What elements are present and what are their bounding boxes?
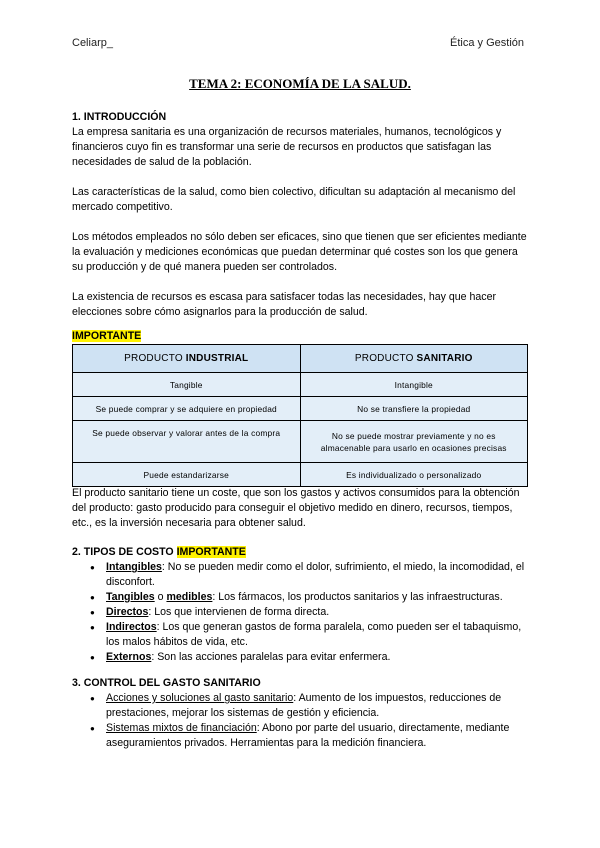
header-subject: Ética y Gestión (450, 37, 524, 49)
list-item: ● Intangibles: No se pueden medir como el dolor, sufrimiento, el miedo, la incomodidad, el disconfort. (106, 560, 528, 590)
list-item: ● Directos: Los que intervienen de forma directa. (106, 605, 528, 620)
cost-types-list (72, 560, 528, 665)
control-heading: 3. CONTROL DEL GASTO SANITARIO (72, 677, 261, 689)
table-header-industrial: PRODUCTO INDUSTRIAL (73, 345, 301, 373)
table-cell: No se transfiere la propiedad (300, 397, 528, 421)
table-header-row (73, 345, 528, 373)
after-table-paragraph: El producto sanitario tiene un coste, que son los gastos y activos consumidos para la obtención del producto: gasto producido para conseguir el objetivo medido en dinero, recursos, tiempos, etc., es la inversión necesaria para obtener salud. (72, 487, 520, 529)
intro-heading: 1. INTRODUCCIÓN (72, 111, 167, 123)
table-cell: Tangible (73, 373, 301, 397)
table-cell: No se puede mostrar previamente y no es almacenable para usarlo en ocasiones precisas (300, 421, 528, 463)
control-list (72, 691, 528, 751)
important-label: IMPORTANTE (72, 330, 142, 342)
comparison-table (72, 344, 528, 487)
table-row (73, 397, 528, 421)
header-author: Celiarp_ (72, 37, 113, 49)
intro-section (72, 110, 528, 320)
table-cell: Se puede comprar y se adquiere en propiedad (73, 397, 301, 421)
intro-paragraph-3: Los métodos empleados no sólo deben ser eficaces, sino que tienen que ser eficientes mediante la evaluación y mediciones económicas que puedan determinar qué costes son los que genera su producción y de qué manera pueden ser controlados. (72, 231, 527, 273)
table-cell: Es individualizado o personalizado (300, 463, 528, 487)
list-item: ● Indirectos: Los que generan gastos de forma paralela, como pueden ser el tabaquismo, los malos hábitos de vida, etc. (106, 620, 528, 650)
table-row (73, 421, 528, 463)
intro-paragraph-4: La existencia de recursos es escasa para satisfacer todas las necesidades, hay que hacer elecciones sobre cómo asignarlos para la producción de salud. (72, 291, 496, 318)
table-cell: Se puede observar y valorar antes de la compra (73, 421, 301, 463)
list-item: ● Sistemas mixtos de financiación: Abono por parte del usuario, directamente, mediante aseguramientos privados. Herramientas para la medición financiera. (106, 721, 528, 751)
table-header-sanitario: PRODUCTO SANITARIO (300, 345, 528, 373)
comparison-section (72, 329, 528, 487)
list-item: ● Acciones y soluciones al gasto sanitario: Aumento de los impuestos, reducciones de prestaciones, mejorar los sistemas de gestión y eficiencia. (106, 691, 528, 721)
control-section (72, 676, 528, 751)
intro-paragraph-2: Las características de la salud, como bien colectivo, dificultan su adaptación al mecanismo del mercado competitivo. (72, 186, 516, 213)
table-cell: Intangible (300, 373, 528, 397)
cost-types-section (72, 545, 528, 665)
list-item: ● Tangibles o medibles: Los fármacos, los productos sanitarios y las infraestructuras. (106, 590, 528, 605)
table-row (73, 373, 528, 397)
cost-explanation (72, 486, 528, 531)
page-title: TEMA 2: ECONOMÍA DE LA SALUD. (189, 76, 411, 91)
cost-types-heading: 2. TIPOS DE COSTO IMPORTANTE (72, 546, 246, 558)
intro-paragraph-1: La empresa sanitaria es una organización de recursos materiales, humanos, tecnológicos y financieros cuyo fin es transformar una serie de recursos en productos que satisfagan las necesidades de salud de la población. (72, 126, 502, 168)
list-item: ● Externos: Son las acciones paralelas para evitar enfermera. (106, 650, 528, 665)
table-cell: Puede estandarizarse (73, 463, 301, 487)
table-row (73, 463, 528, 487)
